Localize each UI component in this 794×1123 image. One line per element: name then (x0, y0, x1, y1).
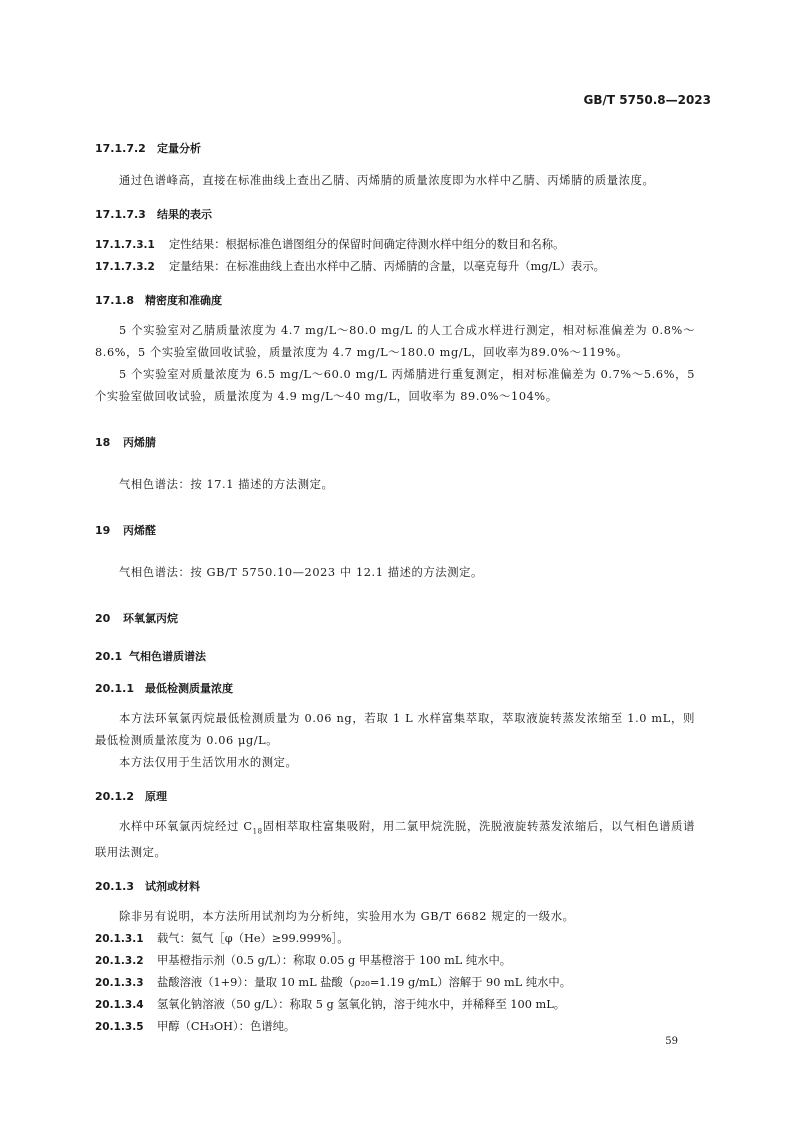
list-item (95, 1016, 695, 1038)
item-text: 定量结果：在标准曲线上查出水样中乙腈、丙烯腈的含量，以毫克每升（mg/L）表示。 (169, 260, 605, 273)
item-text: 甲醇（CH₃OH）：色谱纯。 (157, 1020, 296, 1034)
heading-title: 结果的表示 (157, 208, 212, 221)
heading-number: 20.1 (95, 650, 123, 663)
heading-20-1 (95, 648, 695, 664)
heading-number: 17.1.7.2 (95, 142, 146, 155)
heading-number: 20.1.1 (95, 682, 134, 695)
list-item (95, 950, 695, 972)
heading-title: 丙烯腈 (123, 436, 156, 449)
page-body (95, 140, 695, 1038)
item-text: 氢氧化钠溶液（50 g/L）：称取 5 g 氢氧化钠，溶于纯水中，并稀释至 100 mL。 (157, 998, 566, 1012)
heading-number: 17.1.7.3 (95, 208, 146, 221)
item-text: 盐酸溶液（1+9）：量取 10 mL 盐酸（ρ₂₀=1.19 g/mL）溶解于 90 mL 纯水中。 (157, 976, 572, 990)
item-number: 20.1.3.4 (95, 999, 144, 1012)
heading-17-1-7-2 (95, 140, 695, 156)
item-number: 17.1.7.3.1 (95, 239, 155, 251)
paragraph: 气相色谱法：按 17.1 描述的方法测定。 (119, 478, 334, 491)
paragraph: 除非另有说明，本方法所用试剂均为分析纯，实验用水为 GB/T 6682 规定的一级水。 (119, 910, 575, 924)
paragraph (95, 816, 695, 864)
heading-title: 原理 (145, 790, 167, 803)
heading-20-1-1 (95, 680, 695, 696)
item-number: 20.1.3.2 (95, 955, 144, 968)
list-item (95, 994, 695, 1016)
heading-title: 环氧氯丙烷 (123, 612, 178, 625)
item-text: 载气：氦气［φ（He）≥99.999%］。 (157, 932, 349, 946)
page-number: 59 (665, 1036, 678, 1047)
heading-number: 19 (95, 524, 111, 537)
heading-number: 20 (95, 612, 111, 625)
heading-number: 18 (95, 436, 111, 449)
heading-number: 20.1.3 (95, 880, 134, 894)
heading-18 (95, 434, 695, 450)
heading-title: 气相色谱质谱法 (129, 650, 206, 663)
paragraph: 通过色谱峰高，直接在标准曲线上查出乙腈、丙烯腈的质量浓度即为水样中乙腈、丙烯腈的质量浓度。 (119, 174, 655, 187)
item-text: 甲基橙指示剂（0.5 g/L）：称取 0.05 g 甲基橙溶于 100 mL 纯水中。 (157, 954, 512, 968)
paragraph: 本方法仅用于生活饮用水的测定。 (119, 756, 298, 769)
item-number: 20.1.3.3 (95, 977, 144, 990)
subscript: 18 (252, 827, 263, 836)
paragraph: 5 个实验室对乙腈质量浓度为 4.7 mg/L～80.0 mg/L 的人工合成水样进行测定，相对标准偏差为 0.8%～8.6%，5 个实验室做回收试验，质量浓度为 4.7 mg/L～180.0 mg/L，回收率为89.0%～119%。 (95, 324, 695, 359)
text-run: 固相萃取柱富集吸附，用二氯甲烷洗脱，洗脱液旋转蒸发浓缩后，以气相色谱质谱联用法测定。 (95, 820, 695, 860)
heading-20-1-3 (95, 878, 695, 894)
heading-title: 最低检测质量浓度 (145, 682, 233, 695)
item-number: 20.1.3.1 (95, 933, 144, 946)
item-number: 20.1.3.5 (95, 1021, 144, 1034)
heading-title: 丙烯醛 (123, 524, 156, 537)
paragraph: 5 个实验室对质量浓度为 6.5 mg/L～60.0 mg/L 丙烯腈进行重复测定，相对标准偏差为 0.7%～5.6%，5 个实验室做回收试验，质量浓度为 4.9 mg/L～40 mg/L，回收率为 89.0%～104%。 (95, 368, 695, 403)
heading-17-1-8 (95, 292, 695, 308)
list-item (95, 972, 695, 994)
heading-20-1-2 (95, 788, 695, 804)
list-item (95, 928, 695, 950)
document-id: GB/T 5750.8—2023 (583, 93, 711, 107)
heading-title: 定量分析 (157, 142, 201, 155)
item-text: 定性结果：根据标准色谱图组分的保留时间确定待测水样中组分的数目和名称。 (169, 238, 565, 251)
heading-20 (95, 610, 695, 626)
heading-number: 17.1.8 (95, 294, 134, 307)
heading-number: 20.1.2 (95, 790, 134, 803)
list-item (95, 234, 695, 256)
item-number: 17.1.7.3.2 (95, 261, 155, 273)
paragraph: 气相色谱法：按 GB/T 5750.10—2023 中 12.1 描述的方法测定。 (119, 566, 483, 579)
heading-19 (95, 522, 695, 538)
list-item (95, 256, 695, 278)
heading-17-1-7-3 (95, 206, 695, 222)
heading-title: 试剂或材料 (145, 880, 200, 894)
paragraph: 本方法环氧氯丙烷最低检测质量为 0.06 ng，若取 1 L 水样富集萃取，萃取液旋转蒸发浓缩至 1.0 mL，则最低检测质量浓度为 0.06 μg/L。 (95, 712, 695, 747)
text-run: 水样中环氧氯丙烷经过 C (119, 820, 253, 833)
heading-title: 精密度和准确度 (145, 294, 222, 307)
